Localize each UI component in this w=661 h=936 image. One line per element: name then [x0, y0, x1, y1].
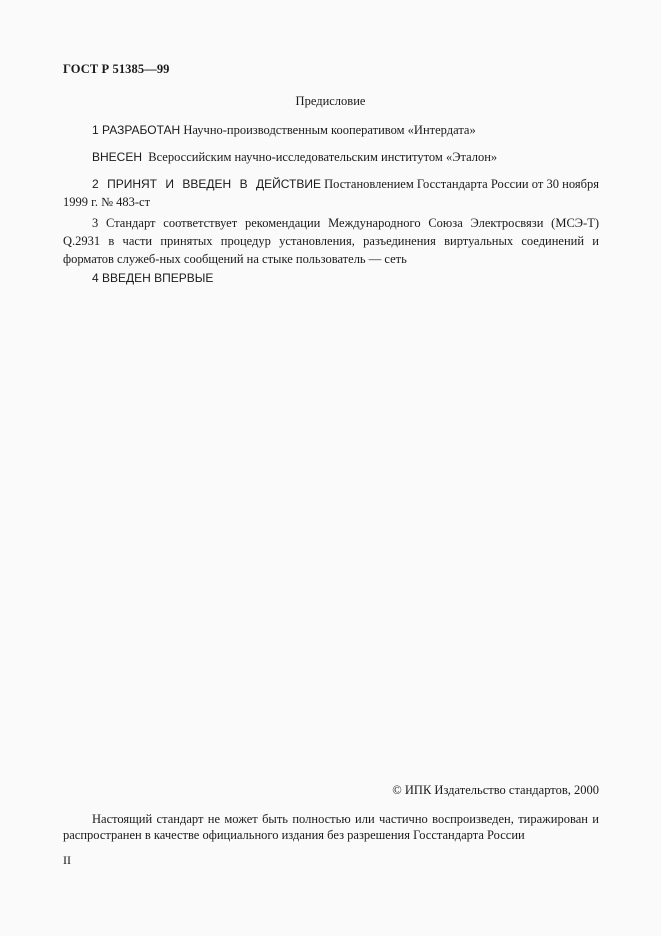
paragraph-introduced-by — [63, 148, 599, 166]
paragraph-developed-by — [63, 121, 599, 139]
paragraph-label: 2 ПРИНЯТ И ВВЕДЕН В ДЕЙСТВИЕ — [92, 177, 321, 191]
paragraph-label: ВНЕСЕН — [92, 150, 143, 164]
paragraph-text: Научно-производственным кооперативом «Интердата» — [180, 123, 476, 137]
paragraph-text: Всероссийским научно-исследовательским институтом «Эталон» — [142, 150, 498, 164]
section-title: Предисловие — [295, 94, 366, 108]
paragraph-text: Постановлением Госстандарта России от 30 ноября 1999 г. № 483-ст — [63, 177, 599, 209]
paragraph-label: 1 РАЗРАБОТАН — [92, 123, 181, 137]
page-number: II — [63, 853, 71, 867]
paragraph-conformance: 3 Стандарт соответствует рекомендации Международного Союза Электросвязи (МСЭ-Т) Q.2931 в части принятых процедур установления, разъединения виртуальных соединений и форматов служеб-ных сообщений на стыке пользователь — сеть — [63, 216, 599, 266]
paragraph-first-introduced — [63, 269, 599, 287]
copyright-line: © ИПК Издательство стандартов, 2000 — [392, 783, 599, 797]
reproduction-notice: Настоящий стандарт не может быть полностью или частично воспроизведен, тиражирован и распространен в качестве официального издания без разрешения Госстандарта России — [63, 812, 599, 842]
document-code: ГОСТ Р 51385—99 — [63, 62, 170, 76]
paragraph-label: 4 ВВЕДЕН ВПЕРВЫЕ — [92, 271, 214, 285]
paragraph-adopted — [63, 175, 599, 211]
